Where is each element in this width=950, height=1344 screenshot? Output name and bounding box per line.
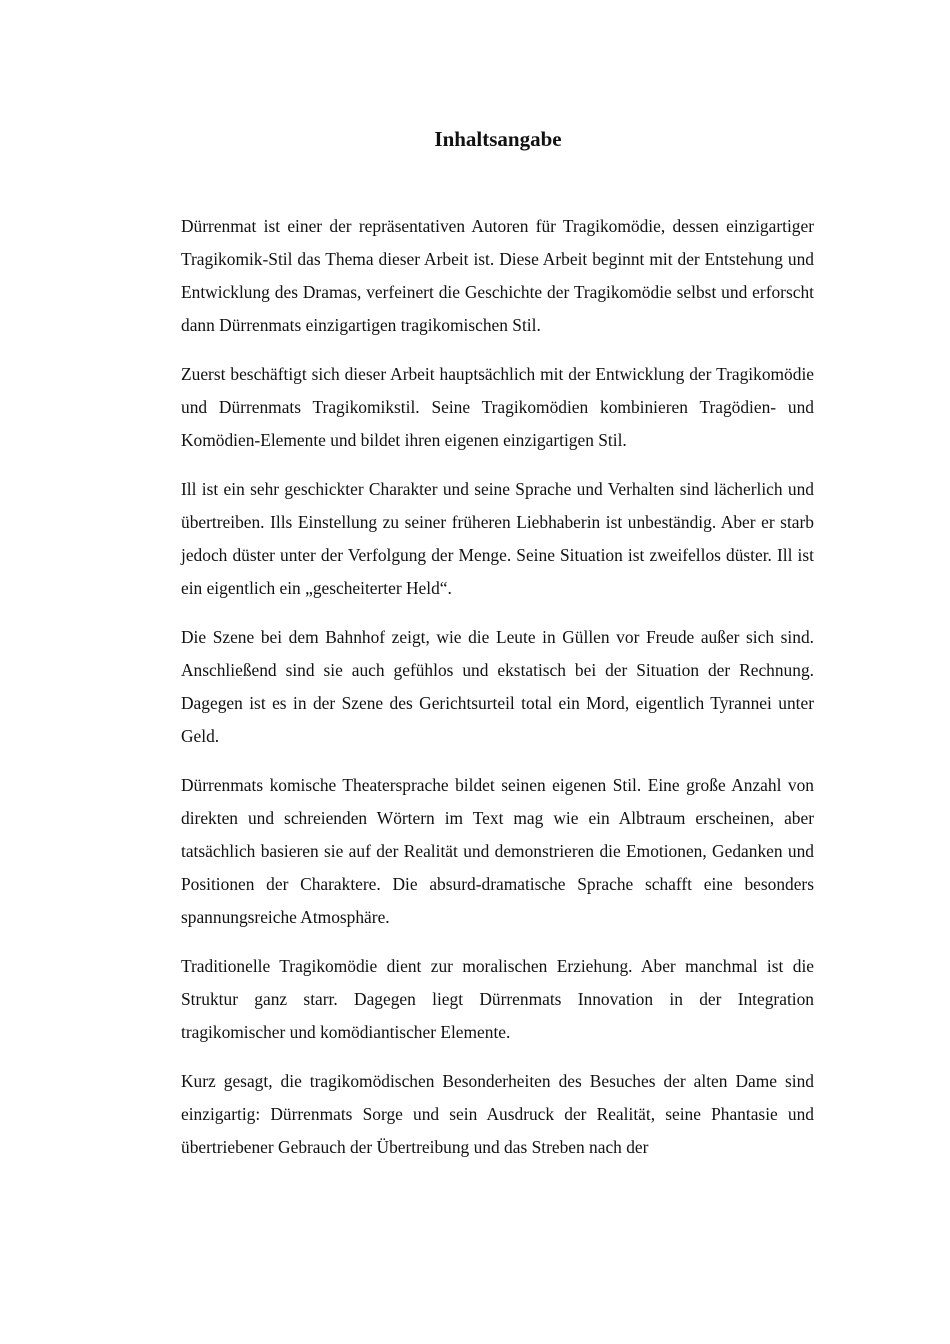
page-title: Inhaltsangabe <box>434 127 562 151</box>
paragraph-6: Traditionelle Tragikomödie dient zur moralischen Erziehung. Aber manchmal ist die Struktur ganz starr. Dagegen liegt Dürrenmats Innovation in der Integration tragikomischer und komödiantischer Elemente. <box>181 956 814 1042</box>
paragraph-2: Zuerst beschäftigt sich dieser Arbeit hauptsächlich mit der Entwicklung der Tragikomödie und Dürrenmats Tragikomikstil. Seine Tragikomödien kombinieren Tragödien- und Komödien-Elemente und bildet ihren eigenen einzigartigen Stil. <box>181 364 814 450</box>
paragraph-3: Ill ist ein sehr geschickter Charakter und seine Sprache und Verhalten sind lächerlich und übertreiben. Ills Einstellung zu seiner früheren Liebhaberin ist unbeständig. Aber er starb jedoch düster unter der Verfolgung der Menge. Seine Situation ist zweifellos düster. Ill ist ein eigentlich ein „gescheiterter Held“. <box>181 479 814 598</box>
paragraph-1: Dürrenmat ist einer der repräsentativen Autoren für Tragikomödie, dessen einzigartiger Tragikomik-Stil das Thema dieser Arbeit ist. Diese Arbeit beginnt mit der Entstehung und Entwicklung des Dramas, verfeinert die Geschichte der Tragikomödie selbst und erforscht dann Dürrenmats einzigartigen tragikomischen Stil. <box>181 216 814 335</box>
paragraph-4: Die Szene bei dem Bahnhof zeigt, wie die Leute in Güllen vor Freude außer sich sind. Anschließend sind sie auch gefühlos und ekstatisch bei der Situation der Rechnung. Dagegen ist es in der Szene des Gerichtsurteil total ein Mord, eigentlich Tyrannei unter Geld. <box>181 627 814 746</box>
document-body <box>181 210 814 1180</box>
paragraph-7: Kurz gesagt, die tragikomödischen Besonderheiten des Besuches der alten Dame sind einzigartig: Dürrenmats Sorge und sein Ausdruck der Realität, seine Phantasie und übertriebener Gebrauch der Übertreibung und das Streben nach der <box>181 1071 814 1157</box>
paragraph-5: Dürrenmats komische Theatersprache bildet seinen eigenen Stil. Eine große Anzahl von direkten und schreienden Wörtern im Text mag wie ein Albtraum erscheinen, aber tatsächlich basieren sie auf der Realität und demonstrieren die Emotionen, Gedanken und Positionen der Charaktere. Die absurd-dramatische Sprache schafft eine besonders spannungsreiche Atmosphäre. <box>181 775 814 927</box>
